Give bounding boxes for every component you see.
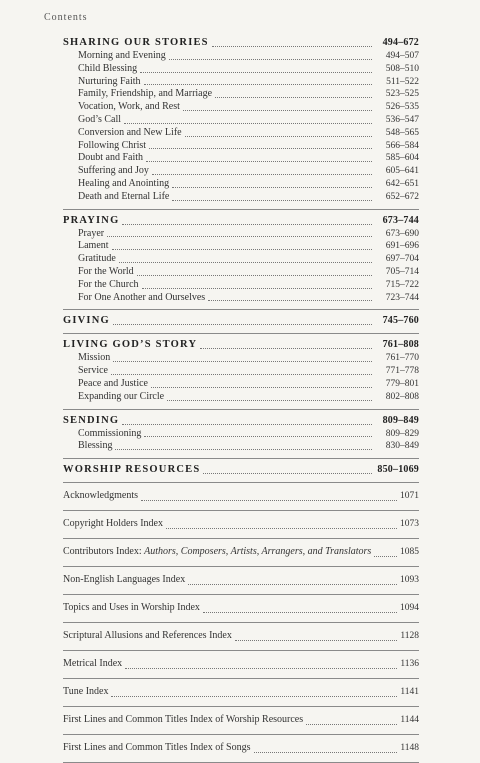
toc-entry[interactable] [63,428,419,441]
index-entry-pages: 1094 [400,603,419,614]
toc-entry-pages: 642–651 [385,178,419,189]
index-section [63,651,419,679]
toc-entry-label: Death and Eternal Life [78,190,170,202]
toc-entry-pages: 652–672 [385,191,419,202]
toc-entry[interactable] [63,279,419,292]
toc-entry[interactable] [63,378,419,391]
index-entry[interactable] [63,740,419,756]
toc-section [63,33,419,210]
section-heading-pages: 673–744 [382,214,419,226]
dot-leader [167,400,372,401]
toc-entry[interactable] [63,50,419,63]
index-entry-label: Non-English Languages Index [63,574,186,586]
toc-entry[interactable] [63,240,419,253]
toc-entry-pages: 705–714 [385,266,419,277]
toc-entry[interactable] [63,178,419,191]
index-entry[interactable] [63,656,419,672]
toc-entry-pages: 536–547 [385,114,419,125]
dot-leader [203,473,372,474]
section-heading-label: SHARING OUR STORIES [63,37,209,48]
toc-entry[interactable] [63,101,419,114]
dot-leader [203,612,397,613]
toc-entry-pages: 691–696 [385,241,419,252]
index-entry-label: Metrical Index [63,658,123,670]
toc-entry-pages: 508–510 [385,63,419,74]
section-heading-pages: 745–760 [382,315,419,327]
index-section [63,679,419,707]
section-heading-label: GIVING [63,315,110,327]
toc-entry-label: Mission [78,352,111,364]
index-entry-pages: 1136 [400,659,419,670]
section-heading[interactable] [63,214,419,228]
toc-entry-pages: 511–522 [386,76,419,87]
dot-leader [215,97,372,98]
toc-entry-label: Family, Friendship, and Marriage [78,88,213,100]
index-entry[interactable] [63,544,419,560]
dot-leader [172,187,372,188]
dot-leader [111,696,397,697]
toc-section [63,459,419,483]
section-heading-label: SENDING [63,414,120,426]
toc-entry[interactable] [63,352,419,365]
dot-leader [144,436,372,437]
index-section [63,623,419,651]
toc-entry-pages: 605–641 [385,166,419,177]
dot-leader [235,640,398,641]
dot-leader [149,148,372,149]
toc-entry-label: God’s Call [78,113,122,125]
index-entry-pages: 1085 [400,547,419,558]
index-section [63,567,419,595]
section-heading-pages: 494–672 [382,37,419,48]
dot-leader [183,110,372,111]
dot-leader [144,84,373,85]
section-heading-label: LIVING GOD’S STORY [63,339,198,351]
toc-section [63,410,419,460]
index-entry-pages: 1093 [400,575,419,586]
dot-leader [185,136,372,137]
index-entry-label-wrap [63,544,371,560]
toc-entry-pages: 779–801 [385,378,419,389]
section-heading[interactable] [63,314,419,328]
dot-leader [113,324,372,325]
toc-entry[interactable] [63,266,419,279]
section-heading[interactable] [63,338,419,352]
index-entry-label: Copyright Holders Index [63,518,163,530]
toc-entry-pages: 802–808 [385,391,419,402]
toc-entry[interactable] [63,127,419,140]
dot-leader [124,123,372,124]
toc-entry-pages: 830–849 [385,441,419,452]
dot-leader [140,72,372,73]
toc-entry[interactable] [63,440,419,453]
toc-entry-label: Lament [78,240,109,252]
toc-entry[interactable] [63,152,419,165]
toc-entry[interactable] [63,191,419,204]
section-heading[interactable] [63,36,419,50]
toc-entry-pages: 723–744 [385,292,419,303]
toc-entry[interactable] [63,114,419,127]
index-section [63,595,419,623]
toc-entry-label: For One Another and Ourselves [78,291,206,303]
dot-leader [122,224,372,225]
dot-leader [119,262,372,263]
toc-entry-pages: 715–722 [385,279,419,290]
index-entry[interactable] [63,712,419,728]
dot-leader [125,668,397,669]
index-entry-label: First Lines and Common Titles Index of Worship Resources [63,714,304,726]
toc-entry[interactable] [63,63,419,76]
toc-entry-label: Commissioning [78,427,142,439]
dot-leader [200,348,372,349]
toc-entry-label: Service [78,365,108,377]
index-entry[interactable] [63,600,419,616]
dot-leader [107,236,372,237]
toc-entry-label: Child Blessing [78,62,138,74]
index-entry-label: Tune Index [63,686,109,698]
dot-leader [151,387,372,388]
index-entry-label: Topics and Uses in Worship Index [63,602,200,614]
section-heading-pages: 809–849 [382,414,419,426]
index-entry-pages: 1148 [400,743,419,754]
toc-entry-pages: 673–690 [385,228,419,239]
index-entry-label: First Lines and Common Titles Index of Songs [63,742,251,754]
toc-entry-pages: 566–584 [385,140,419,151]
dot-leader [141,500,397,501]
toc-entry-pages: 548–565 [385,127,419,138]
index-section [63,735,419,763]
running-header: Contents [44,12,88,23]
toc-entry[interactable] [63,140,419,153]
toc-entry[interactable] [63,253,419,266]
dot-leader [374,556,397,557]
toc-entry-label: Suffering and Joy [78,165,149,177]
index-entry-label: Scriptural Allusions and References Index [63,630,232,642]
toc-entry-pages: 809–829 [385,428,419,439]
dot-leader [111,374,372,375]
index-section [63,511,419,539]
toc-entry-pages: 697–704 [385,254,419,265]
toc-section [63,334,419,409]
toc-entry[interactable] [63,292,419,305]
dot-leader [254,752,398,753]
index-entry-pages: 1128 [400,631,419,642]
section-heading[interactable] [63,463,419,477]
section-heading-label: WORSHIP RESOURCES [63,464,201,476]
index-entry[interactable] [63,516,419,532]
dot-leader [169,59,372,60]
index-entry[interactable] [63,572,419,588]
toc-entry-pages: 771–778 [385,366,419,377]
dot-leader [152,174,372,175]
toc-entry-label: Healing and Anointing [78,177,170,189]
toc-entry-label: Peace and Justice [78,377,148,389]
dot-leader [212,46,372,47]
toc-entry-label: Gratitude [78,253,116,265]
index-entry-label: Acknowledgments [63,490,138,502]
index-entry[interactable] [63,628,419,644]
index-entry-pages: 1141 [400,687,419,698]
dot-leader [122,424,372,425]
toc-entry-label: Conversion and New Life [78,126,182,138]
index-entry[interactable] [63,684,419,700]
toc-entry-pages: 585–604 [385,153,419,164]
toc-entry-label: Doubt and Faith [78,152,143,164]
toc-entry[interactable] [63,165,419,178]
dot-leader [208,300,372,301]
toc-entry[interactable] [63,88,419,101]
index-entry-pages: 1144 [400,715,419,726]
toc-entry[interactable] [63,228,419,241]
dot-leader [115,449,372,450]
toc-entry-pages: 761–770 [385,353,419,364]
toc-entry-pages: 526–535 [385,102,419,113]
section-heading[interactable] [63,414,419,428]
section-heading-label: PRAYING [63,214,120,226]
toc-entry-pages: 523–525 [385,89,419,100]
toc-entry-label: For the World [78,265,134,277]
toc-entry-label: Expanding our Circle [78,390,165,402]
dot-leader [188,584,397,585]
toc-entry-label: For the Church [78,278,139,290]
dot-leader [112,249,372,250]
index-section [63,707,419,735]
toc-entry-label: Blessing [78,440,113,452]
toc-entry[interactable] [63,391,419,404]
toc-section [63,310,419,334]
index-entry-pages: 1073 [400,519,419,530]
section-heading-pages: 850–1069 [377,464,419,476]
toc-entry[interactable] [63,76,419,89]
index-entry-label: Contributors Index: [63,546,142,558]
toc-entry-label: Prayer [78,227,105,239]
toc-entry-label: Vocation, Work, and Rest [78,101,180,113]
dot-leader [146,161,372,162]
toc-entry-label: Nurturing Faith [78,75,141,87]
index-section [63,539,419,567]
index-section [63,483,419,511]
index-entry[interactable] [63,488,419,504]
index-entry-pages: 1071 [400,491,419,502]
toc-entry-label: Morning and Evening [78,50,166,61]
dot-leader [113,361,372,362]
section-heading-pages: 761–808 [382,339,419,351]
index-entry-subtitle: Authors, Composers, Artists, Arrangers, and Translators [144,546,372,558]
dot-leader [166,528,397,529]
table-of-contents [63,33,419,763]
dot-leader [137,275,372,276]
toc-entry-pages: 494–507 [385,51,419,61]
dot-leader [142,288,372,289]
toc-entry-label: Following Christ [78,139,147,151]
dot-leader [306,724,397,725]
dot-leader [172,200,372,201]
toc-entry[interactable] [63,365,419,378]
toc-section [63,210,419,311]
